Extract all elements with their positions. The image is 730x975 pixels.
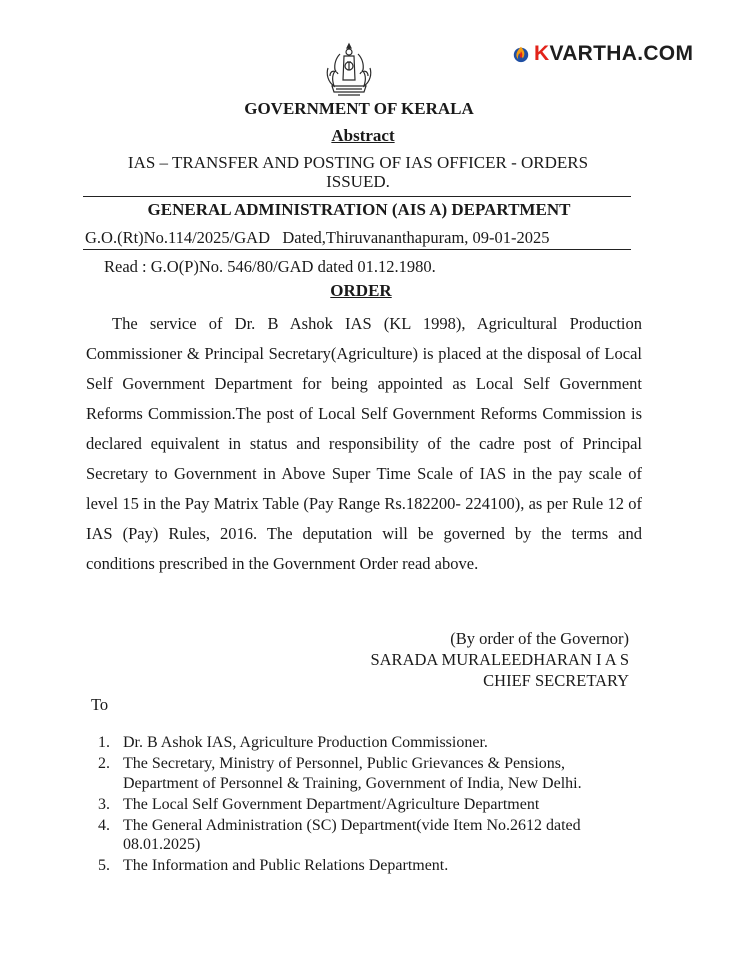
order-body: The service of Dr. B Ashok IAS (KL 1998), Agricultural Production Commissioner & Principal Secretary(Agriculture) is placed at the disposal of Local Self Government Department for being appointed as Local Self Government Reforms Commission.The post of Local Self Government Reforms Commission is declared equivalent in status and responsibility of the cadre post of Principal Secretary to Government in Above Super Time Scale of IAS in the pay scale of level 15 in the Pay Matrix Table (Pay Range Rs.182200- 224100), as per Rule 12 of IAS (Pay) Rules, 2016. The deputation will be governed by the terms and conditions prescribed in the Government Order read above.	[86, 314, 642, 573]
by-order-line: (By order of the Governor)	[450, 629, 629, 648]
go-reference-line	[85, 228, 550, 248]
recipient-text-cont: 08.01.2025)	[123, 836, 201, 853]
watermark-text: VARTHA.COM	[549, 42, 694, 65]
list-item	[98, 795, 658, 815]
recipient-number: 4.	[98, 816, 110, 834]
recipient-list	[98, 733, 658, 877]
recipient-text: The General Administration (SC) Department(vide Item No.2612 dated	[123, 816, 581, 834]
subject	[0, 153, 716, 191]
recipient-text-cont: Department of Personnel & Training, Government of India, New Delhi.	[123, 774, 582, 792]
go-date: Dated,Thiruvananthapuram, 09-01-2025	[282, 228, 550, 247]
divider-bottom	[83, 249, 631, 250]
list-item	[98, 733, 658, 753]
recipient-number: 2.	[98, 755, 110, 772]
abstract-label: Abstract	[331, 126, 395, 145]
recipient-number: 1.	[98, 734, 110, 751]
subject-line-2: ISSUED.	[326, 172, 390, 191]
to-label: To	[91, 695, 109, 714]
kvartha-flame-icon	[512, 45, 530, 63]
watermark-k: K	[534, 42, 550, 65]
recipient-text: The Information and Public Relations Department.	[123, 857, 449, 874]
divider-top	[83, 196, 631, 197]
recipient-number: 5.	[98, 857, 110, 874]
signatory-designation: CHIEF SECRETARY	[483, 671, 629, 690]
read-reference: Read : G.O(P)No. 546/80/GAD dated 01.12.1980.	[104, 257, 436, 276]
department-title: GENERAL ADMINISTRATION (AIS A) DEPARTMENT	[147, 200, 571, 219]
recipient-text: The Secretary, Ministry of Personnel, Public Grievances & Pensions,	[123, 755, 565, 772]
subject-line-1: IAS – TRANSFER AND POSTING OF IAS OFFICER - ORDERS	[127, 153, 589, 172]
recipient-text: Dr. B Ashok IAS, Agriculture Production Commissioner.	[123, 734, 488, 751]
kvartha-watermark	[512, 42, 693, 66]
recipient-number: 3.	[98, 795, 110, 813]
go-number: G.O.(Rt)No.114/2025/GAD	[85, 228, 271, 247]
signatory-name: SARADA MURALEEDHARAN I A S	[370, 650, 629, 669]
government-title: GOVERNMENT OF KERALA	[244, 99, 474, 118]
recipient-text: The Local Self Government Department/Agriculture Department	[123, 795, 540, 813]
list-item	[98, 856, 658, 876]
list-item	[98, 754, 658, 793]
order-heading: ORDER	[330, 281, 392, 300]
kerala-state-emblem-icon	[318, 40, 380, 102]
list-item	[98, 816, 658, 855]
